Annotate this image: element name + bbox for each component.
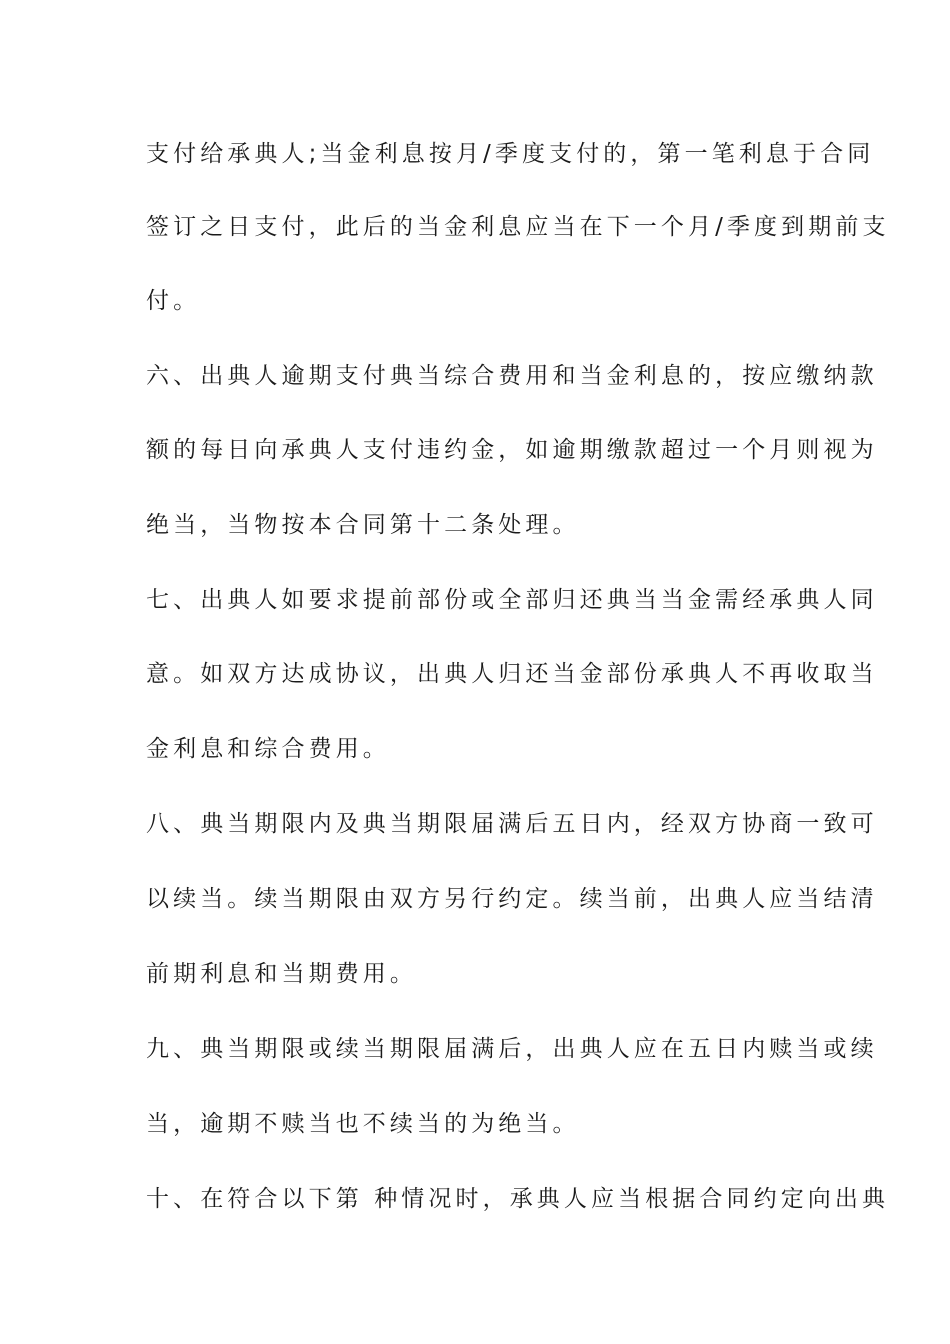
text-line: 支付给承典人;当金利息按月/季度支付的，第一笔利息于合同 <box>146 141 875 167</box>
text-line: 绝当，当物按本合同第十二条处理。 <box>146 512 580 538</box>
text-line: 八、典当期限内及典当期限届满后五日内，经双方协商一致可 <box>146 811 878 837</box>
text-line: 以续当。续当期限由双方另行约定。续当前，出典人应当结清 <box>146 886 878 912</box>
text-line: 金利息和综合费用。 <box>146 736 390 762</box>
text-line: 付。 <box>146 288 201 314</box>
text-line: 十、在符合以下第 种情况时，承典人应当根据合同约定向出典 <box>146 1186 890 1212</box>
text-line: 六、出典人逾期支付典当综合费用和当金利息的，按应缴纳款 <box>146 363 878 389</box>
text-line: 签订之日支付，此后的当金利息应当在下一个月/季度到期前支 <box>146 214 890 240</box>
text-line: 七、出典人如要求提前部份或全部归还典当当金需经承典人同 <box>146 587 878 613</box>
text-line: 额的每日向承典人支付违约金，如逾期缴款超过一个月则视为 <box>146 437 878 463</box>
text-line: 当，逾期不赎当也不续当的为绝当。 <box>146 1111 580 1137</box>
text-line: 意。如双方达成协议，出典人归还当金部份承典人不再收取当 <box>146 661 878 687</box>
text-line: 前期利息和当期费用。 <box>146 961 417 987</box>
text-line: 九、典当期限或续当期限届满后，出典人应在五日内赎当或续 <box>146 1036 878 1062</box>
